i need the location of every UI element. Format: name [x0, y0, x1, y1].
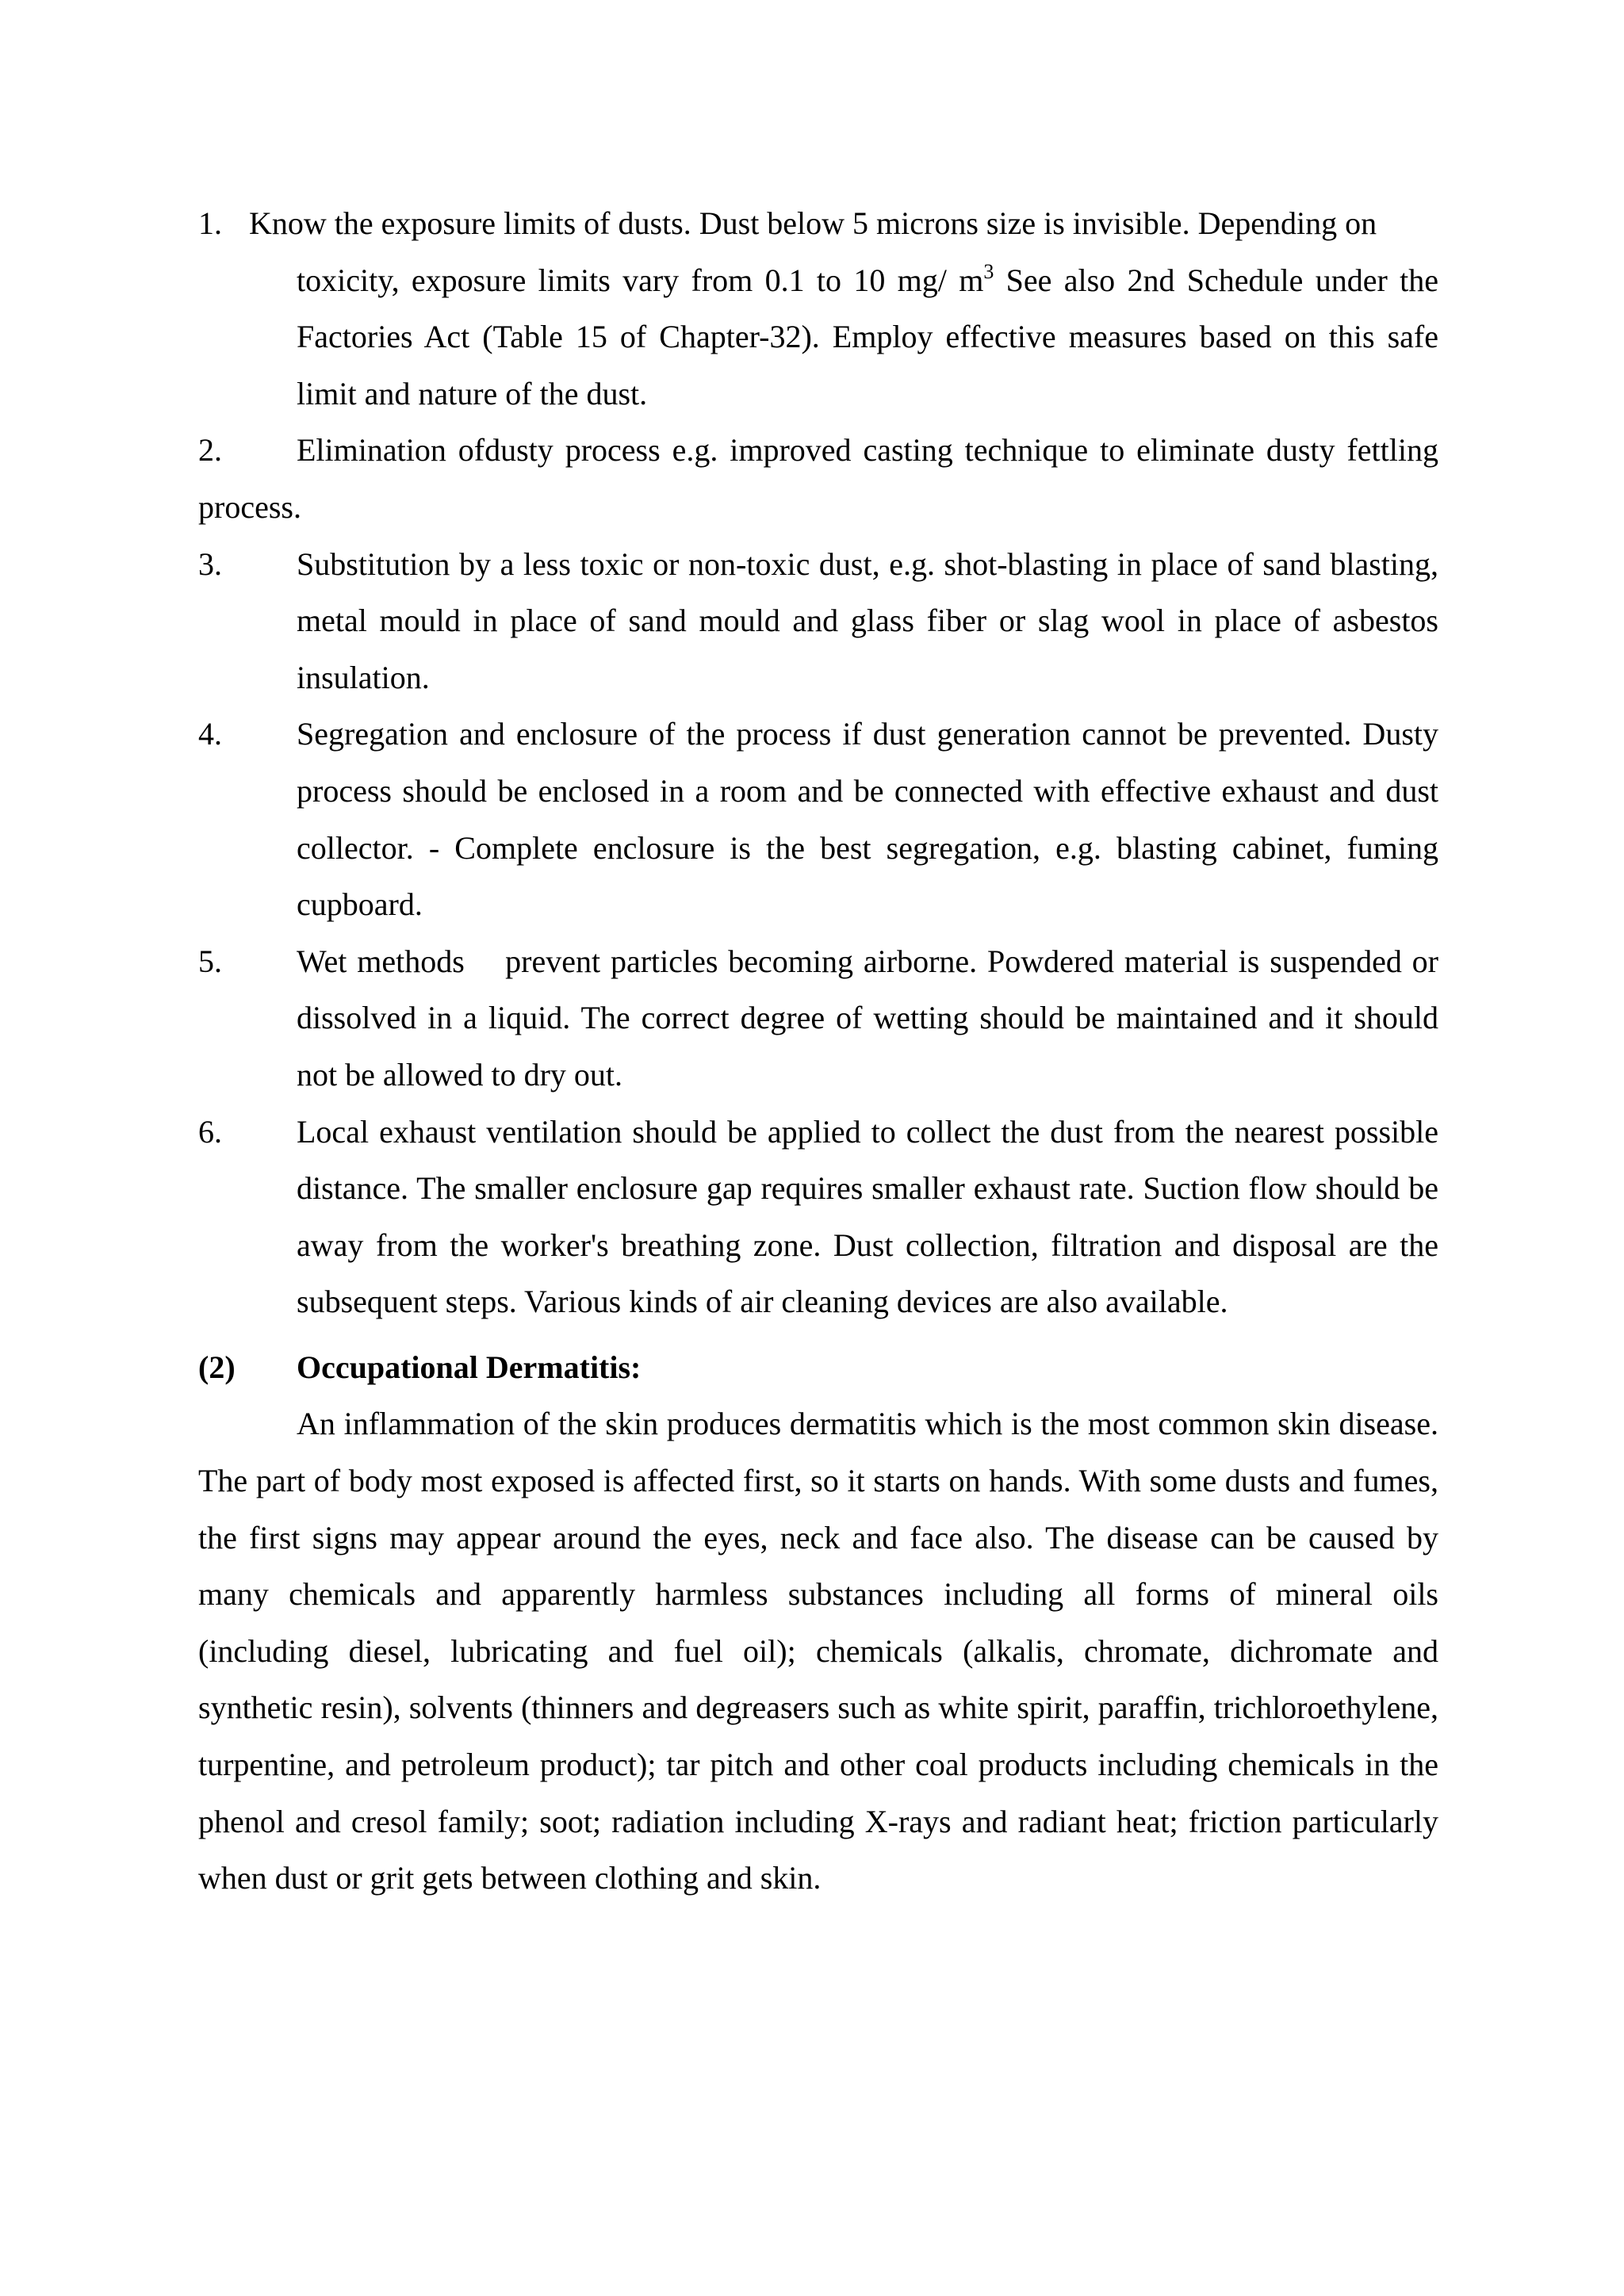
list-item-text: Local exhaust ventilation should be applied to collect the dust from the nearest possible distance. The smaller enclosure gap requires smaller exhaust rate. Suction flow should be away from the worker's breathing zone. Dust collection, filtration and disposal are the subsequent steps. Various kinds of air cleaning devices are also available.	[297, 1113, 1438, 1320]
document-page	[198, 195, 1446, 1907]
list-number: 1.	[198, 205, 222, 241]
section-heading	[198, 1339, 1438, 1396]
list-number: 2.	[198, 432, 222, 469]
list-item-text-line1: Know the exposure limits of dusts. Dust below 5 microns size is invisible. Depending on	[249, 205, 1377, 241]
list-item-text: Elimination ofdusty process e.g. improved casting technique to eliminate dusty fettling process.	[198, 432, 1438, 525]
list-item-text-rest	[198, 252, 1438, 423]
section-number: (2)	[198, 1349, 236, 1385]
list-item-5	[198, 933, 1446, 1104]
list-number: 5.	[198, 943, 222, 979]
list-item-6	[198, 1104, 1438, 1330]
list-item-text: Wet methods prevent particles becoming airborne. Powdered material is suspended or dissolved in a liquid. The correct degree of wetting should be maintained and it should not be allowed to dry out.	[297, 943, 1446, 1093]
list-item-2	[198, 422, 1438, 535]
list-item-1	[198, 195, 1438, 422]
schedule-text: See also 2nd Schedule under the Factories Act (Table 15 of Chapter-32). Employ effective measures based on this safe limit and nature of the dust.	[297, 262, 1439, 411]
list-number: 4.	[198, 716, 222, 752]
list-item-text: Substitution by a less toxic or non-toxic dust, e.g. shot-blasting in place of sand blasting, metal mould in place of sand mould and glass fiber or slag wool in place of asbestos insulation.	[297, 545, 1438, 695]
list-number: 6.	[198, 1113, 222, 1150]
list-number: 3.	[198, 545, 222, 582]
section-title: Occupational Dermatitis:	[297, 1349, 642, 1385]
list-item-text: Segregation and enclosure of the process if dust generation cannot be prevented. Dusty process should be enclosed in a room and be connected with effective exhaust and dust collector. - Complete enclosure is the best segregation, e.g. blasting cabinet, fuming cupboard.	[297, 716, 1438, 923]
exposure-limits-text: toxicity, exposure limits vary from 0.1 to 10 mg/ m	[297, 262, 984, 298]
list-item-4	[198, 706, 1438, 932]
superscript-3: 3	[983, 259, 994, 283]
section-paragraph: An inflammation of the skin produces dermatitis which is the most common skin disease. The part of body most exposed is affected first, so it starts on hands. With some dusts and fumes, the first signs may appear around the eyes, neck and face also. The disease can be caused by many chemicals and apparently harmless substances including all forms of mineral oils (including diesel, lubricating and fuel oil); chemicals (alkalis, chromate, dichromate and synthetic resin), solvents (thinners and degreasers such as white spirit, paraffin, trichloroethylene, turpentine, and petroleum product); tar pitch and other coal products including chemicals in the phenol and cresol family; soot; radiation including X-rays and radiant heat; friction particularly when dust or grit gets between clothing and skin.	[198, 1406, 1438, 1896]
list-item-3	[198, 536, 1438, 706]
